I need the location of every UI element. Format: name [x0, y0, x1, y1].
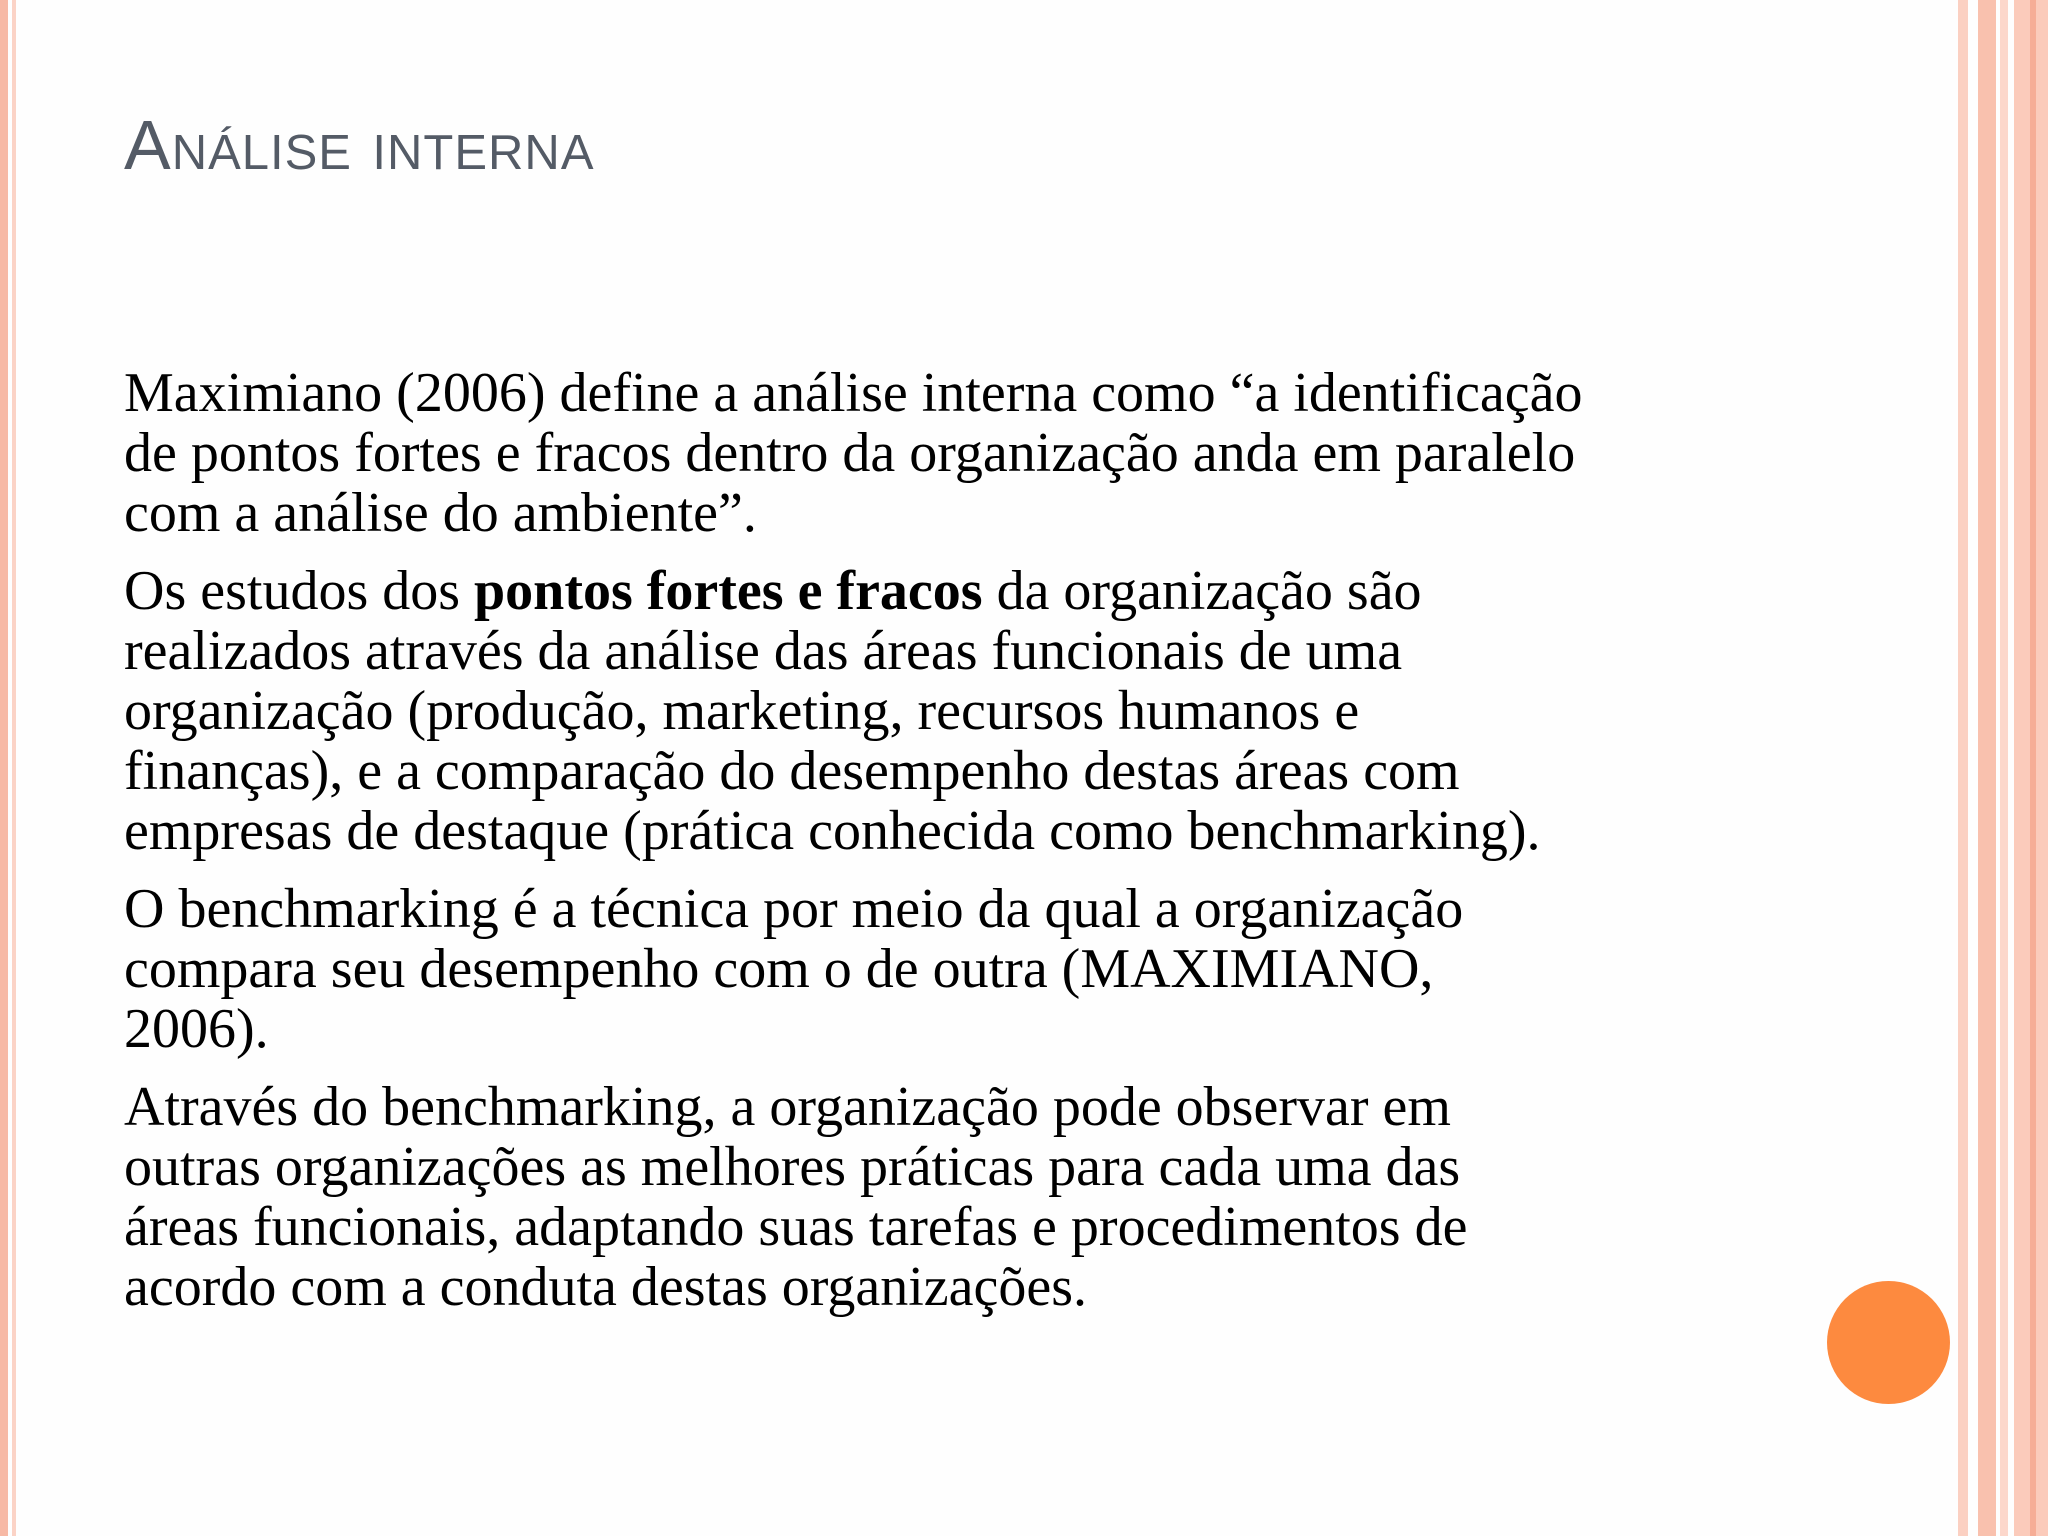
- paragraph-strengths-weaknesses: [124, 561, 1904, 861]
- text-line: de pontos fortes e fracos dentro da organização anda em paralelo: [124, 422, 1576, 484]
- text-line: com a análise do ambiente”.: [124, 482, 757, 544]
- slide-title: Análise interna: [124, 106, 595, 184]
- text-line: áreas funcionais, adaptando suas tarefas e procedimentos de: [124, 1196, 1468, 1258]
- bold-phrase: pontos fortes e fracos: [474, 560, 983, 622]
- paragraph-benchmarking-practices: [124, 1077, 1904, 1317]
- text-line: empresas de destaque (prática conhecida como benchmarking).: [124, 800, 1541, 862]
- right-border-stripe: [2030, 0, 2036, 1536]
- right-border-stripe: [2000, 0, 2008, 1536]
- text-line: Maximiano (2006) define a análise interna como “a identificação: [124, 362, 1583, 424]
- text-line: Através do benchmarking, a organização pode observar em: [124, 1076, 1451, 1138]
- text-run: Os estudos dos: [124, 560, 475, 622]
- text-line: outras organizações as melhores práticas para cada uma das: [124, 1136, 1461, 1198]
- right-border-stripe: [1978, 0, 1996, 1536]
- paragraph-benchmarking-definition: [124, 879, 1904, 1059]
- text-run: da organização são: [982, 560, 1422, 622]
- right-border-stripe: [1958, 0, 1968, 1536]
- slide-body: [124, 363, 1904, 1335]
- text-line: acordo com a conduta destas organizações.: [124, 1256, 1088, 1318]
- left-border-stripe-thin: [12, 0, 16, 1536]
- text-line: realizados através da análise das áreas funcionais de uma: [124, 620, 1403, 682]
- text-line: O benchmarking é a técnica por meio da qual a organização: [124, 878, 1464, 940]
- decorative-circle: [1827, 1281, 1950, 1404]
- text-line: 2006).: [124, 998, 269, 1060]
- text-line: compara seu desempenho com o de outra (MAXIMIANO,: [124, 938, 1434, 1000]
- paragraph-definition: [124, 363, 1904, 543]
- left-border-stripe: [0, 0, 8, 1536]
- text-line: finanças), e a comparação do desempenho destas áreas com: [124, 740, 1460, 802]
- text-line: organização (produção, marketing, recursos humanos e: [124, 680, 1360, 742]
